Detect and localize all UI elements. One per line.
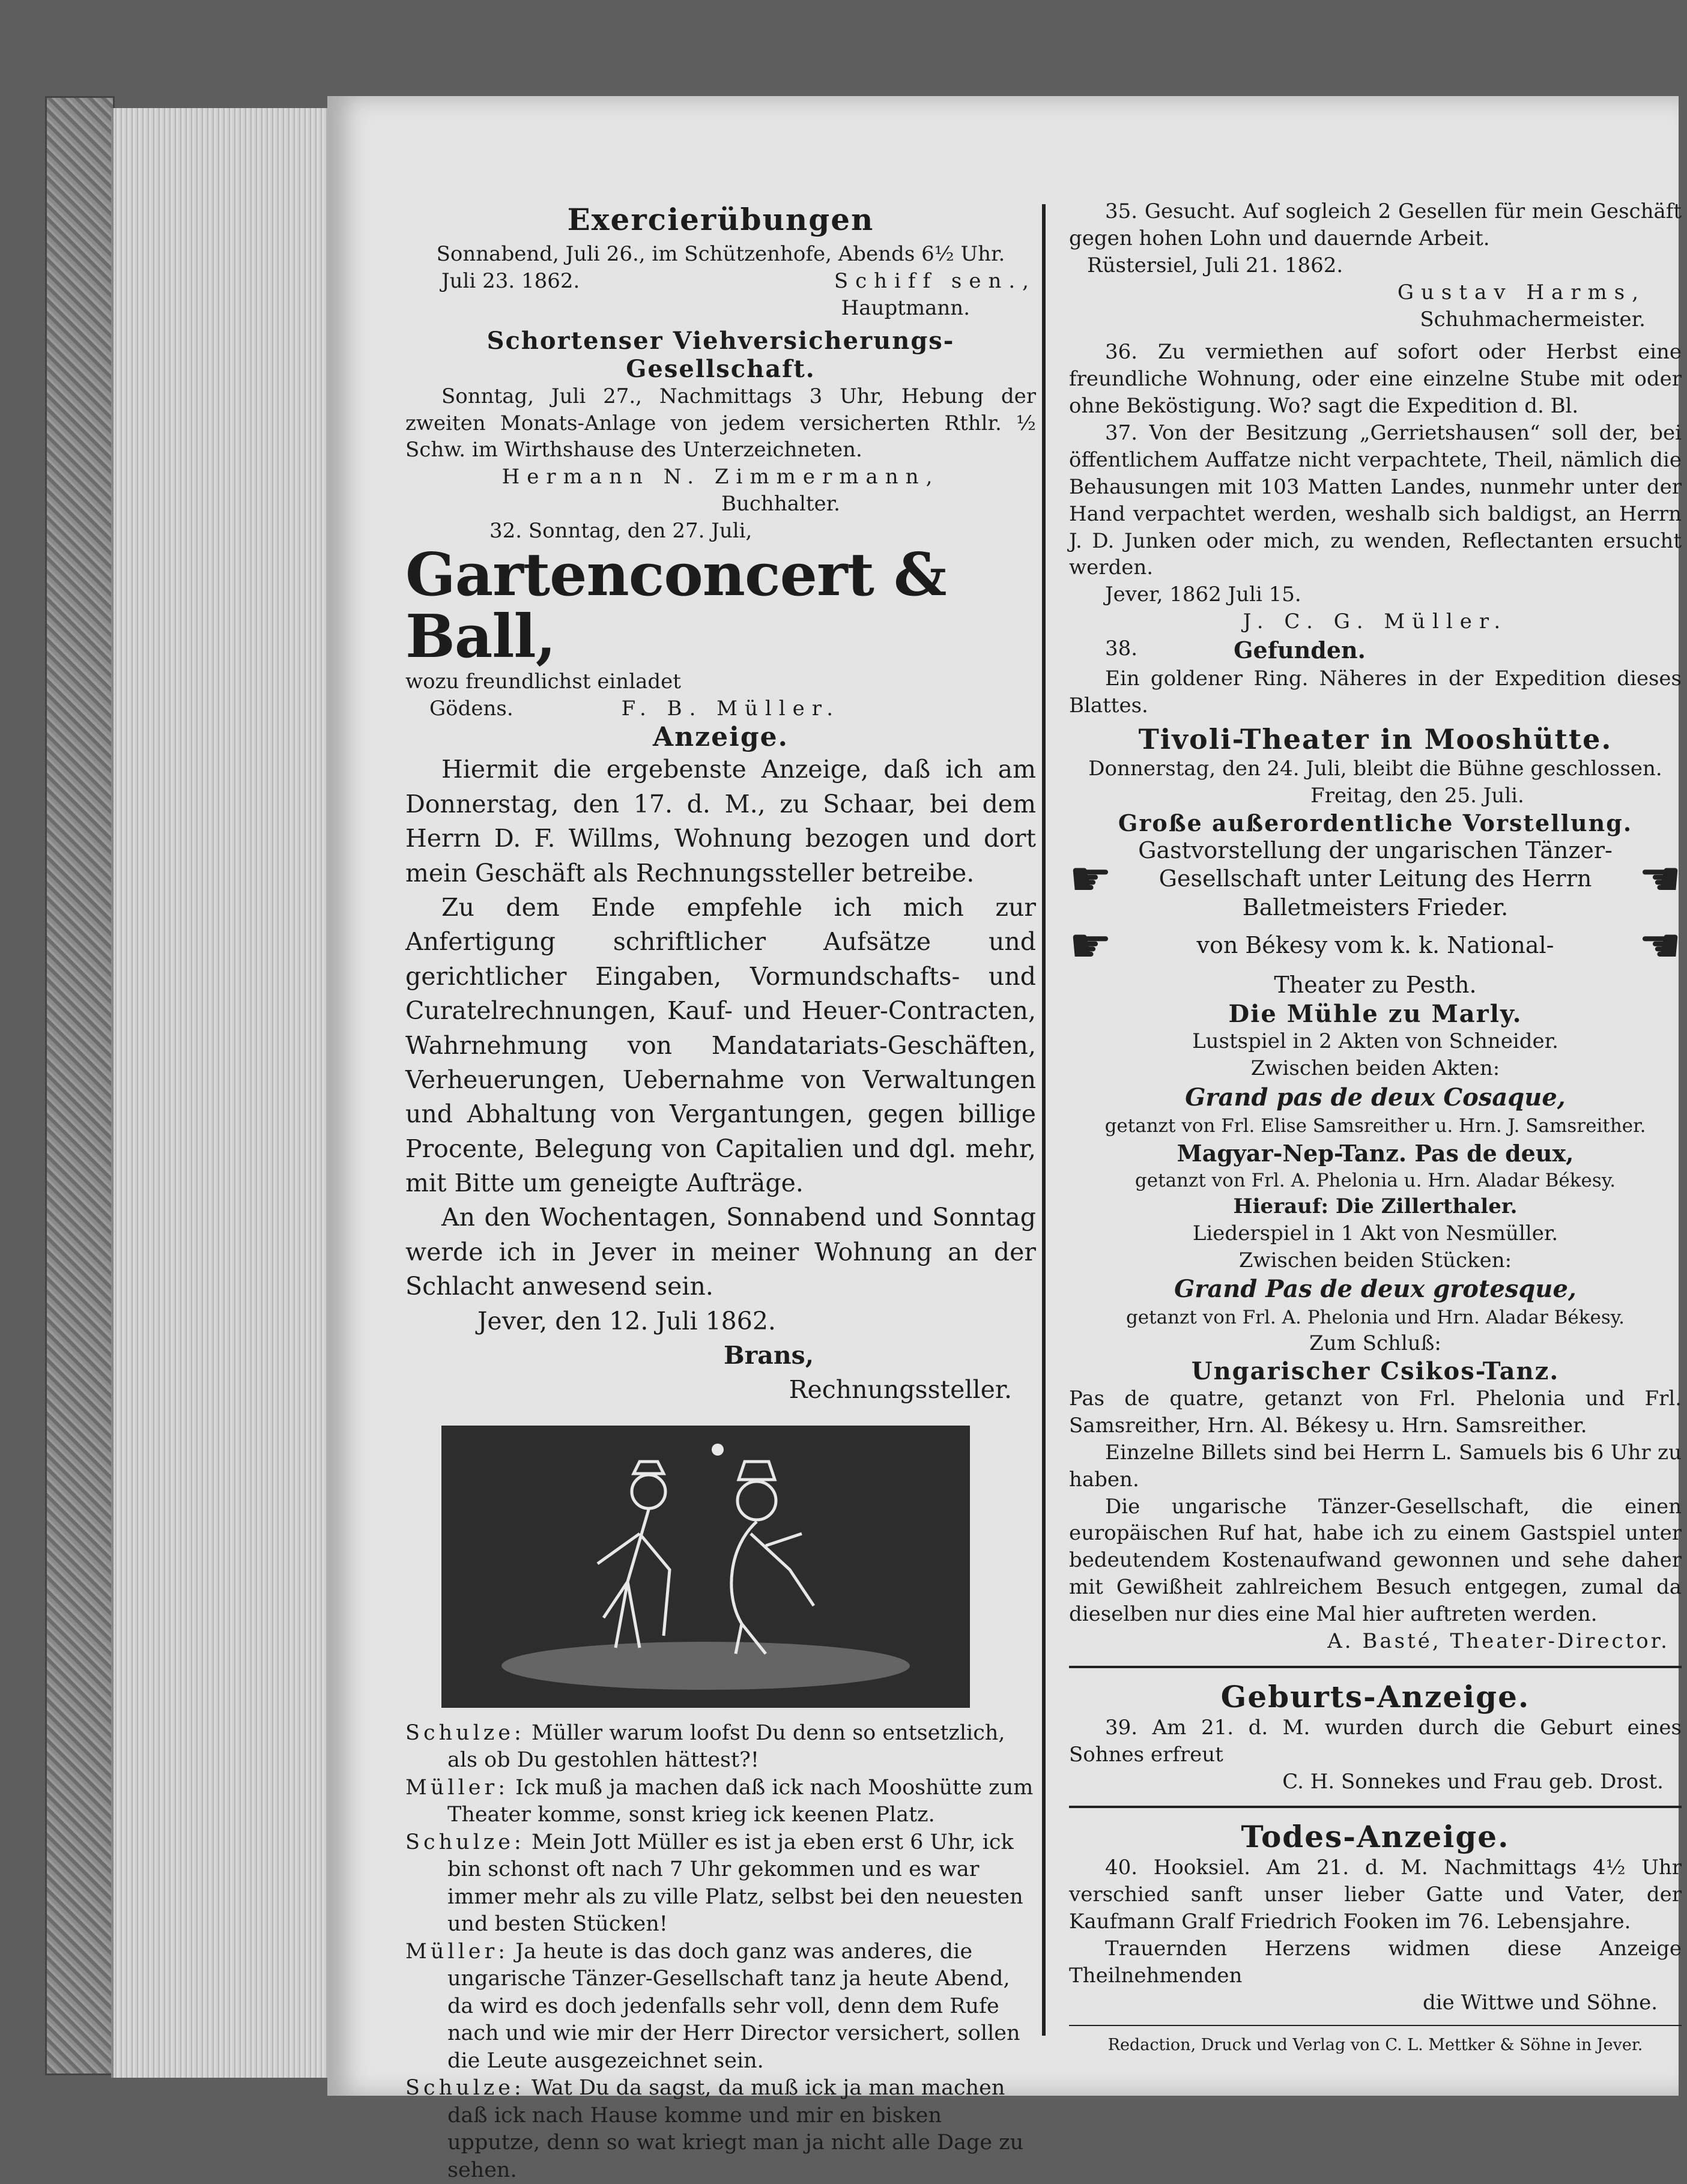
anzeige-p1: Hiermit die ergebenste Anzeige, daß ich am Donnerstag, den 17. d. M., zu Schaar, bei dem Herrn D. F. Willms, Wohnung bezogen und dort mein Geschäft als Rechnungssteller betreibe. (405, 755, 1036, 888)
tivoli-magyar-by: getanzt von Frl. A. Phelonia u. Hrn. Aladar Békesy. (1134, 1169, 1616, 1191)
tivoli-quatre: Pas de quatre, getanzt von Frl. Phelonia und Frl. Samsreither, Hrn. Al. Békesy u. Hrn. Samsreither. (1069, 1387, 1682, 1438)
pointing-hand-left-icon: ☚ (1638, 918, 1682, 974)
vieh-title: Schortenser Viehversicherungs-Gesellschaft. (486, 326, 955, 383)
anzeige-p2: Zu dem Ende empfehle ich mich zur Anfertigung schriftlicher Aufsätze und gerichtlicher Eingaben, Vormundschafts- und Curatelrechnungen, Kauf- und Heuer-Contracten, Wahrnehmung von Mandatariats-Geschäften, Verheuerungen, Uebernahme von Verwaltungen und Abhaltung von Vergantungen, gegen billige Procente, Belegung von Capitalien und dgl. mehr, mit Bitte um geneigte Aufträge. (405, 892, 1036, 1198)
dialog-speaker: Schulze: (405, 1720, 525, 1745)
ad38-text: Ein goldener Ring. Näheres in der Expedition dieses Blattes. (1069, 667, 1682, 718)
tivoli-hierauf: Hierauf: Die Zillerthaler. (1233, 1194, 1518, 1218)
tod-title: Todes-Anzeige. (1241, 1819, 1510, 1855)
ad36-text: 36. Zu vermiethen auf sofort oder Herbst eine freundliche Wohnung, oder eine einzelne Stube mit oder ohne Beköstigung. Wo? sagt die Expedition d. Bl. (1069, 340, 1682, 419)
vieh-text: Sonntag, Juli 27., Nachmittags 3 Uhr, Hebung der zweiten Monats-Anlage von jedem versicherten Rthlr. ½ Schw. im Wirthshause des Unterzeichneten. (405, 384, 1036, 462)
ad37-date: Jever, 1862 Juli 15. (1105, 582, 1301, 607)
tivoli-zw2: Zwischen beiden Stücken: (1238, 1248, 1512, 1272)
tod-text2: Trauernden Herzens widmen diese Anzeige Theilnehmenden (1069, 1937, 1682, 1988)
dialog (405, 1720, 1036, 2184)
tivoli-line1: Donnerstag, den 24. Juli, bleibt die Bühne geschlossen. (1088, 756, 1662, 781)
exercier-footer (405, 268, 1036, 295)
geburt-text: 39. Am 21. d. M. wurden durch die Geburt eines Sohnes erfreut (1069, 1715, 1682, 1767)
ad35-date: Rüstersiel, Juli 21. 1862. (1087, 253, 1343, 277)
ad32-footer (405, 695, 1036, 722)
tivoli-billets: Einzelne Billets sind bei Herrn L. Samuels bis 6 Uhr zu haben. (1069, 1440, 1682, 1492)
tivoli-magyar: Magyar-Nep-Tanz. Pas de deux, (1177, 1139, 1574, 1167)
ad35-role: Schuhmachermeister. (1420, 307, 1646, 331)
tivoli-hands-lower (1069, 918, 1682, 974)
ad32-sign: F. B. Müller. (621, 696, 841, 721)
tivoli-schluss: Zum Schluß: (1309, 1331, 1441, 1356)
dialog-line (405, 1774, 1036, 1829)
tivoli-hand2: von Békesy vom k. k. National- (1196, 932, 1554, 959)
exercier-sign: Schiff sen., (834, 268, 1036, 293)
anzeige-sign: Brans, (724, 1341, 814, 1370)
dialog-line (405, 1938, 1036, 2075)
tivoli-lust: Lustspiel in 2 Akten von Schneider. (1192, 1029, 1558, 1054)
anzeige-role: Rechnungssteller. (789, 1375, 1012, 1405)
exercier-title: Exercierübungen (567, 202, 874, 237)
tivoli-sign: A. Basté, Theater-Director. (1327, 1629, 1670, 1653)
pointing-hand-right-icon: ☛ (1069, 918, 1112, 974)
ad37-text: 37. Von der Besitzung „Gerrietshausen“ soll der, bei öffentlichem Auffatze nicht verpachtete, Theil, nämlich die Behausungen mit 103 Matten Landes, nunmehr unter der Hand verpachtet werden, weshalb sich baldigst, an Herrn J. D. Junken oder mich, zu wenden, Reflectanten ersucht werden. (1069, 421, 1682, 580)
tivoli-grotesque-by: getanzt von Frl. A. Phelonia und Hrn. Aladar Békesy. (1125, 1307, 1625, 1329)
book-cover (45, 96, 115, 2075)
dialog-text: Mein Jott Müller es ist ja eben erst 6 Uhr, ick bin schonst oft nach 7 Uhr gekommen und es war immer mehr als zu ville Platz, selbst bei den neuesten und besten Stücken! (447, 1830, 1023, 1937)
dialog-line (405, 2075, 1036, 2184)
imprint: Redaction, Druck und Verlag von C. L. Mettker & Söhne in Jever. (1107, 2035, 1643, 2054)
tivoli-line2: Freitag, den 25. Juli. (1310, 783, 1524, 808)
anzeige-date: Jever, den 12. Juli 1862. (477, 1306, 776, 1336)
section-rule (1069, 1666, 1682, 1668)
geburt-title: Geburts-Anzeige. (1220, 1678, 1530, 1714)
section-rule (1069, 1806, 1682, 1808)
imprint-rule (1069, 2025, 1682, 2026)
ad32-line: 32. Sonntag, den 27. Juli, (489, 519, 753, 543)
dialog-text: Wat Du da sagst, da muß ick ja man machen daß ick nach Hause komme und mir en bisken upputze, denn so wat kriegt man ja nicht alle Dage zu sehen. (447, 2076, 1024, 2182)
tivoli-muehle: Die Mühle zu Marly. (1228, 1000, 1522, 1029)
ad38-header (1069, 635, 1682, 665)
dialog-text: Ick muß ja machen daß ick nach Mooshütte zum Theater komme, sonst krieg ick keenen Platz. (447, 1775, 1034, 1827)
dialog-speaker: Schulze: (405, 1830, 525, 1854)
dialog-text: Müller warum loofst Du denn so entsetzlich, als ob Du gestohlen hättest?! (447, 1720, 1005, 1773)
tivoli-title: Tivoli-Theater in Mooshütte. (1138, 722, 1613, 755)
left-column (405, 198, 1036, 2184)
exercier-date: Juli 23. 1862. (441, 268, 580, 293)
right-column (1069, 198, 1682, 2055)
ad35-text: 35. Gesucht. Auf sogleich 2 Gesellen für mein Geschäft gegen hohen Lohn und dauernde Arbeit. (1069, 199, 1682, 250)
ad38-title: Gefunden. (1234, 637, 1366, 664)
tivoli-text: Die ungarische Tänzer-Gesellschaft, die einen europäischen Ruf hat, habe ich zu einem Gastspiel unter bedeutendem Kostenaufwand gewonnen und sehe daher mit Gewißheit zahlreichem Besuch entgegen, zumal da dieselben nur dies eine Mal hier auftreten werden. (1069, 1494, 1682, 1627)
vieh-sign: Hermann N. Zimmermann, (501, 465, 940, 489)
dialog-text: Ja heute is das doch ganz was anderes, die ungarische Tänzer-Gesellschaft tanz ja heute Abend, da wird es doch jedenfalls sehr voll, denn dem Rufe nach und wie mir der Herr Director versichert, sollen die Leute ausgezeichnet sein. (447, 1939, 1020, 2073)
ad32-title: Gartenconcert & Ball, (405, 540, 946, 671)
tivoli-grand-by: getanzt von Frl. Elise Samsreither u. Hrn. J. Samsreither. (1104, 1115, 1646, 1137)
dialog-speaker: Müller: (405, 1775, 509, 1800)
ad38-num: 38. (1105, 637, 1138, 661)
ad32-text: wozu freundlichst einladet (405, 669, 681, 694)
page-edges (111, 108, 330, 2078)
tivoli-grand: Grand pas de deux Cosaque, (1185, 1083, 1566, 1112)
tivoli-lieder: Liederspiel in 1 Akt von Nesmüller. (1192, 1221, 1558, 1245)
pointing-hand-right-icon: ☛ (1069, 850, 1112, 907)
pointing-hand-left-icon: ☚ (1638, 850, 1682, 907)
exercier-text: Sonnabend, Juli 26., im Schützenhofe, Abends 6½ Uhr. (436, 242, 1005, 266)
geburt-sign: C. H. Sonnekes und Frau geb. Drost. (1282, 1769, 1664, 1794)
woodcut-illustration (441, 1426, 970, 1708)
newspaper-page (327, 96, 1682, 2182)
dialog-line (405, 1829, 1036, 1938)
anzeige-p3: An den Wochentagen, Sonnabend und Sonntag werde ich in Jever in meiner Wohnung an der Schlacht anwesend sein. (405, 1203, 1036, 1301)
tod-sign: die Wittwe und Söhne. (1423, 1990, 1658, 2015)
anzeige-title: Anzeige. (653, 722, 789, 753)
vieh-role: Buchhalter. (721, 492, 840, 516)
exercier-role: Hauptmann. (841, 295, 970, 320)
ad35-sign: Gustav Harms, (1397, 280, 1646, 304)
tivoli-csikos: Ungarischer Csikos-Tanz. (1191, 1357, 1560, 1386)
column-divider (1042, 204, 1046, 2036)
tod-text: 40. Hooksiel. Am 21. d. M. Nachmittags 4½ Uhr verschied sanft unser lieber Gatte und Vater, der Kaufmann Gralf Friedrich Fooken im 76. Lebensjahre. (1069, 1856, 1682, 1934)
ad37-sign: J. C. G. Müller. (1243, 610, 1508, 634)
tivoli-hands-upper (1069, 836, 1682, 922)
tivoli-zw: Zwischen beiden Akten: (1250, 1056, 1500, 1081)
ad32-place: Gödens. (429, 696, 513, 721)
tivoli-hand1: Gastvorstellung der ungarischen Tänzer-Gesellschaft unter Leitung des Herrn Balletmeisters Frieder. (1138, 836, 1613, 921)
tivoli-big: Große außerordentliche Vorstellung. (1118, 809, 1633, 836)
woodcut-figures (441, 1426, 970, 1708)
dialog-speaker: Müller: (405, 1939, 509, 1964)
tivoli-hand3: Theater zu Pesth. (1274, 972, 1477, 999)
dialog-line (405, 1720, 1036, 1774)
dialog-speaker: Schulze: (405, 2076, 525, 2101)
tivoli-grotesque: Grand Pas de deux grotesque, (1174, 1275, 1576, 1304)
